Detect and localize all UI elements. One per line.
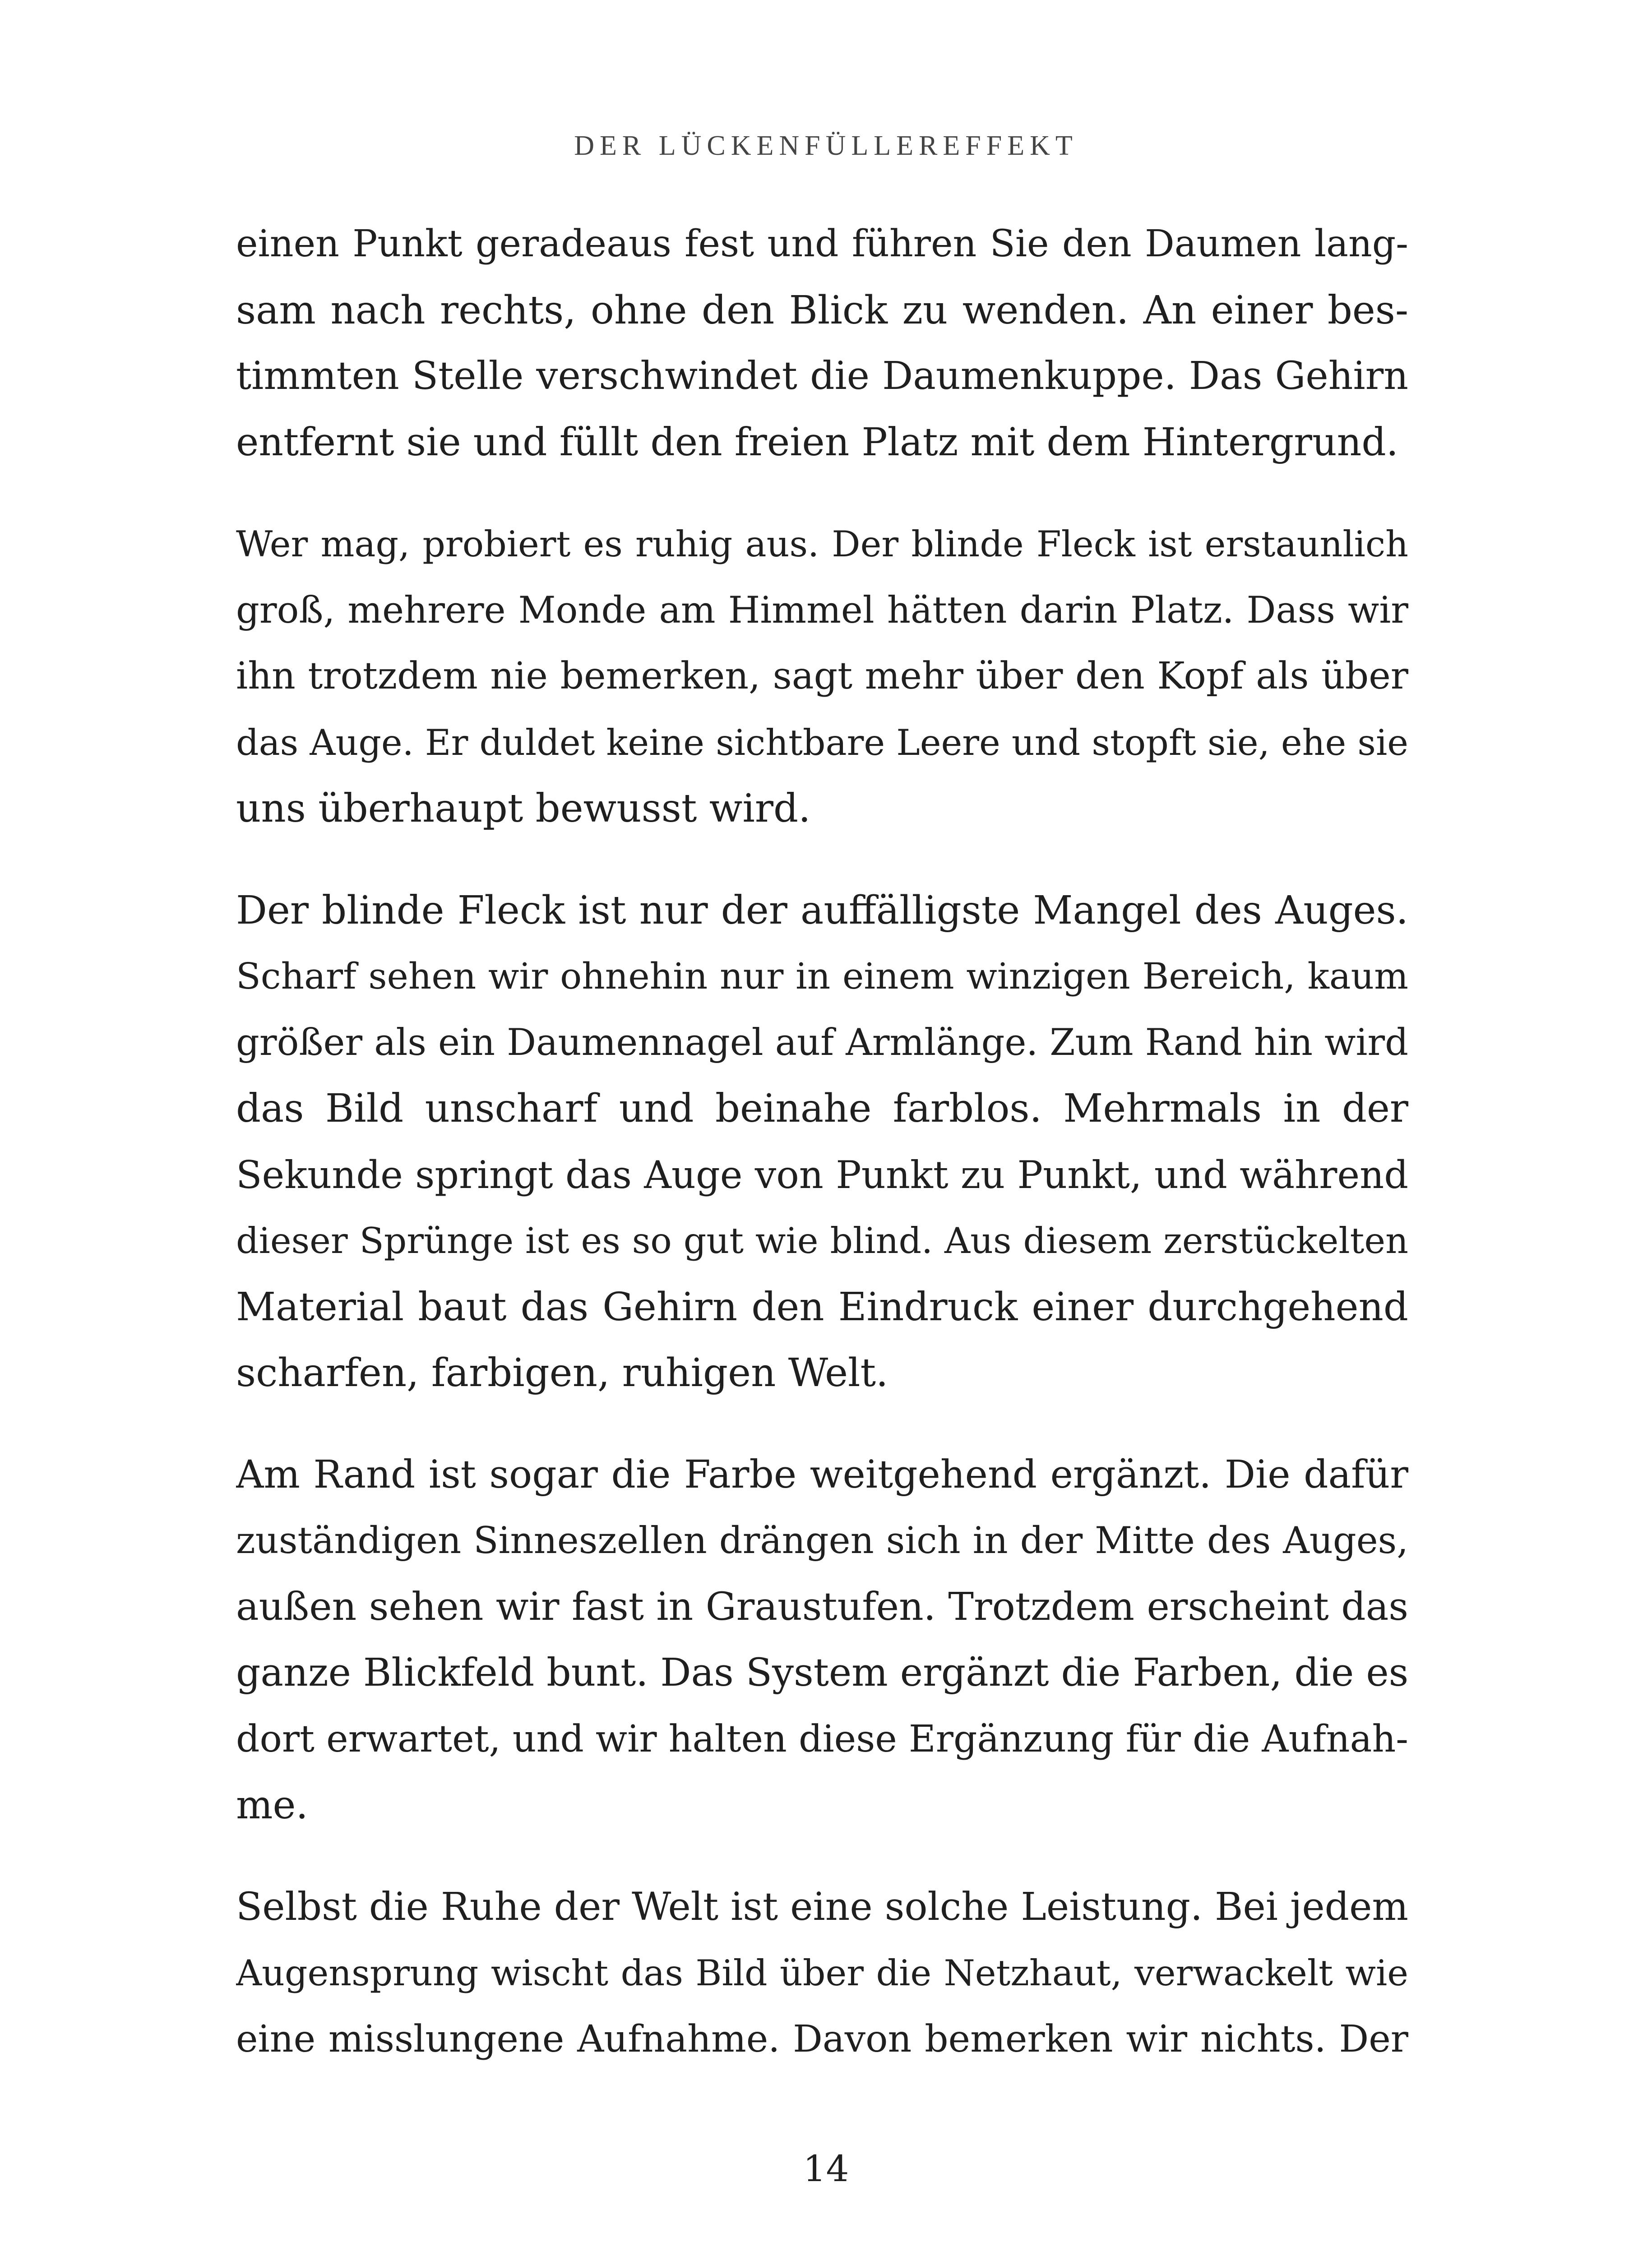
text-line: das Auge. Er duldet keine sichtbare Leere und stopft sie, ehe sie	[236, 721, 1408, 763]
text-line: einen Punkt geradeaus fest und führen Sie den Daumen lang-	[236, 222, 1408, 265]
text-line: Sekunde springt das Auge von Punkt zu Punkt, und während	[236, 1152, 1408, 1197]
text-line: timmten Stelle verschwindet die Daumenkuppe. Das Gehirn	[236, 354, 1408, 398]
text-line: sam nach rechts, ohne den Blick zu wenden. An einer bes-	[236, 287, 1408, 333]
text-line: entfernt sie und füllt den freien Platz mit dem Hintergrund.	[236, 420, 1398, 465]
paragraph-3	[236, 878, 1408, 1406]
paragraph-gap	[236, 1406, 1408, 1442]
text-line: größer als ein Daumennagel auf Armlänge. Zum Rand hin wird	[236, 1021, 1408, 1064]
paragraph-gap	[236, 476, 1408, 511]
paragraph-4	[236, 1442, 1408, 1839]
text-line: Scharf sehen wir ohnehin nur in einem winzigen Bereich, kaum	[236, 955, 1408, 997]
text-line: außen sehen wir fast in Graustufen. Trotzdem erscheint das	[236, 1584, 1408, 1629]
paragraph-gap	[236, 1839, 1408, 1874]
paragraph-5	[236, 1874, 1408, 2073]
text-line: dieser Sprünge ist es so gut wie blind. Aus diesem zerstückelten	[236, 1220, 1408, 1262]
text-line: Am Rand ist sogar die Farbe weitgehend ergänzt. Die dafür	[236, 1452, 1408, 1497]
paragraph-1	[236, 211, 1408, 476]
paragraph-gap	[236, 842, 1408, 878]
text-line: Wer mag, probiert es ruhig aus. Der blinde Fleck ist erstaunlich	[236, 523, 1408, 565]
text-line: das Bild unscharf und beinahe farblos. Mehrmals in der	[236, 1086, 1408, 1131]
text-line: Selbst die Ruhe der Welt ist eine solche Leistung. Bei jedem	[236, 1884, 1408, 1929]
text-line: me.	[236, 1783, 308, 1828]
text-line: ganze Blickfeld bunt. Das System ergänzt die Farben, die es	[236, 1650, 1408, 1695]
text-line: dort erwartet, und wir halten diese Ergänzung für die Aufnah-	[236, 1717, 1408, 1761]
text-line: Der blinde Fleck ist nur der auffälligste Mangel des Auges.	[236, 888, 1408, 933]
text-line: groß, mehrere Monde am Himmel hätten darin Platz. Dass wir	[236, 589, 1408, 632]
body-text	[236, 211, 1408, 2072]
running-header: DER LÜCKENFÜLLEREFFEKT	[574, 130, 1078, 161]
paragraph-2	[236, 511, 1408, 842]
text-line: ihn trotzdem nie bemerken, sagt mehr über den Kopf als über	[236, 655, 1408, 698]
text-line: uns überhaupt bewusst wird.	[236, 786, 811, 831]
text-line: Material baut das Gehirn den Eindruck einer durchgehend	[236, 1284, 1408, 1330]
page-number: 14	[803, 2148, 849, 2190]
text-line: Augensprung wischt das Bild über die Netzhaut, verwackelt wie	[236, 1952, 1408, 1994]
text-line: eine misslungene Aufnahme. Davon bemerken wir nichts. Der	[236, 2017, 1408, 2061]
text-line: scharfen, farbigen, ruhigen Welt.	[236, 1350, 888, 1396]
text-line: zuständigen Sinneszellen drängen sich in der Mitte des Auges,	[236, 1520, 1408, 1562]
